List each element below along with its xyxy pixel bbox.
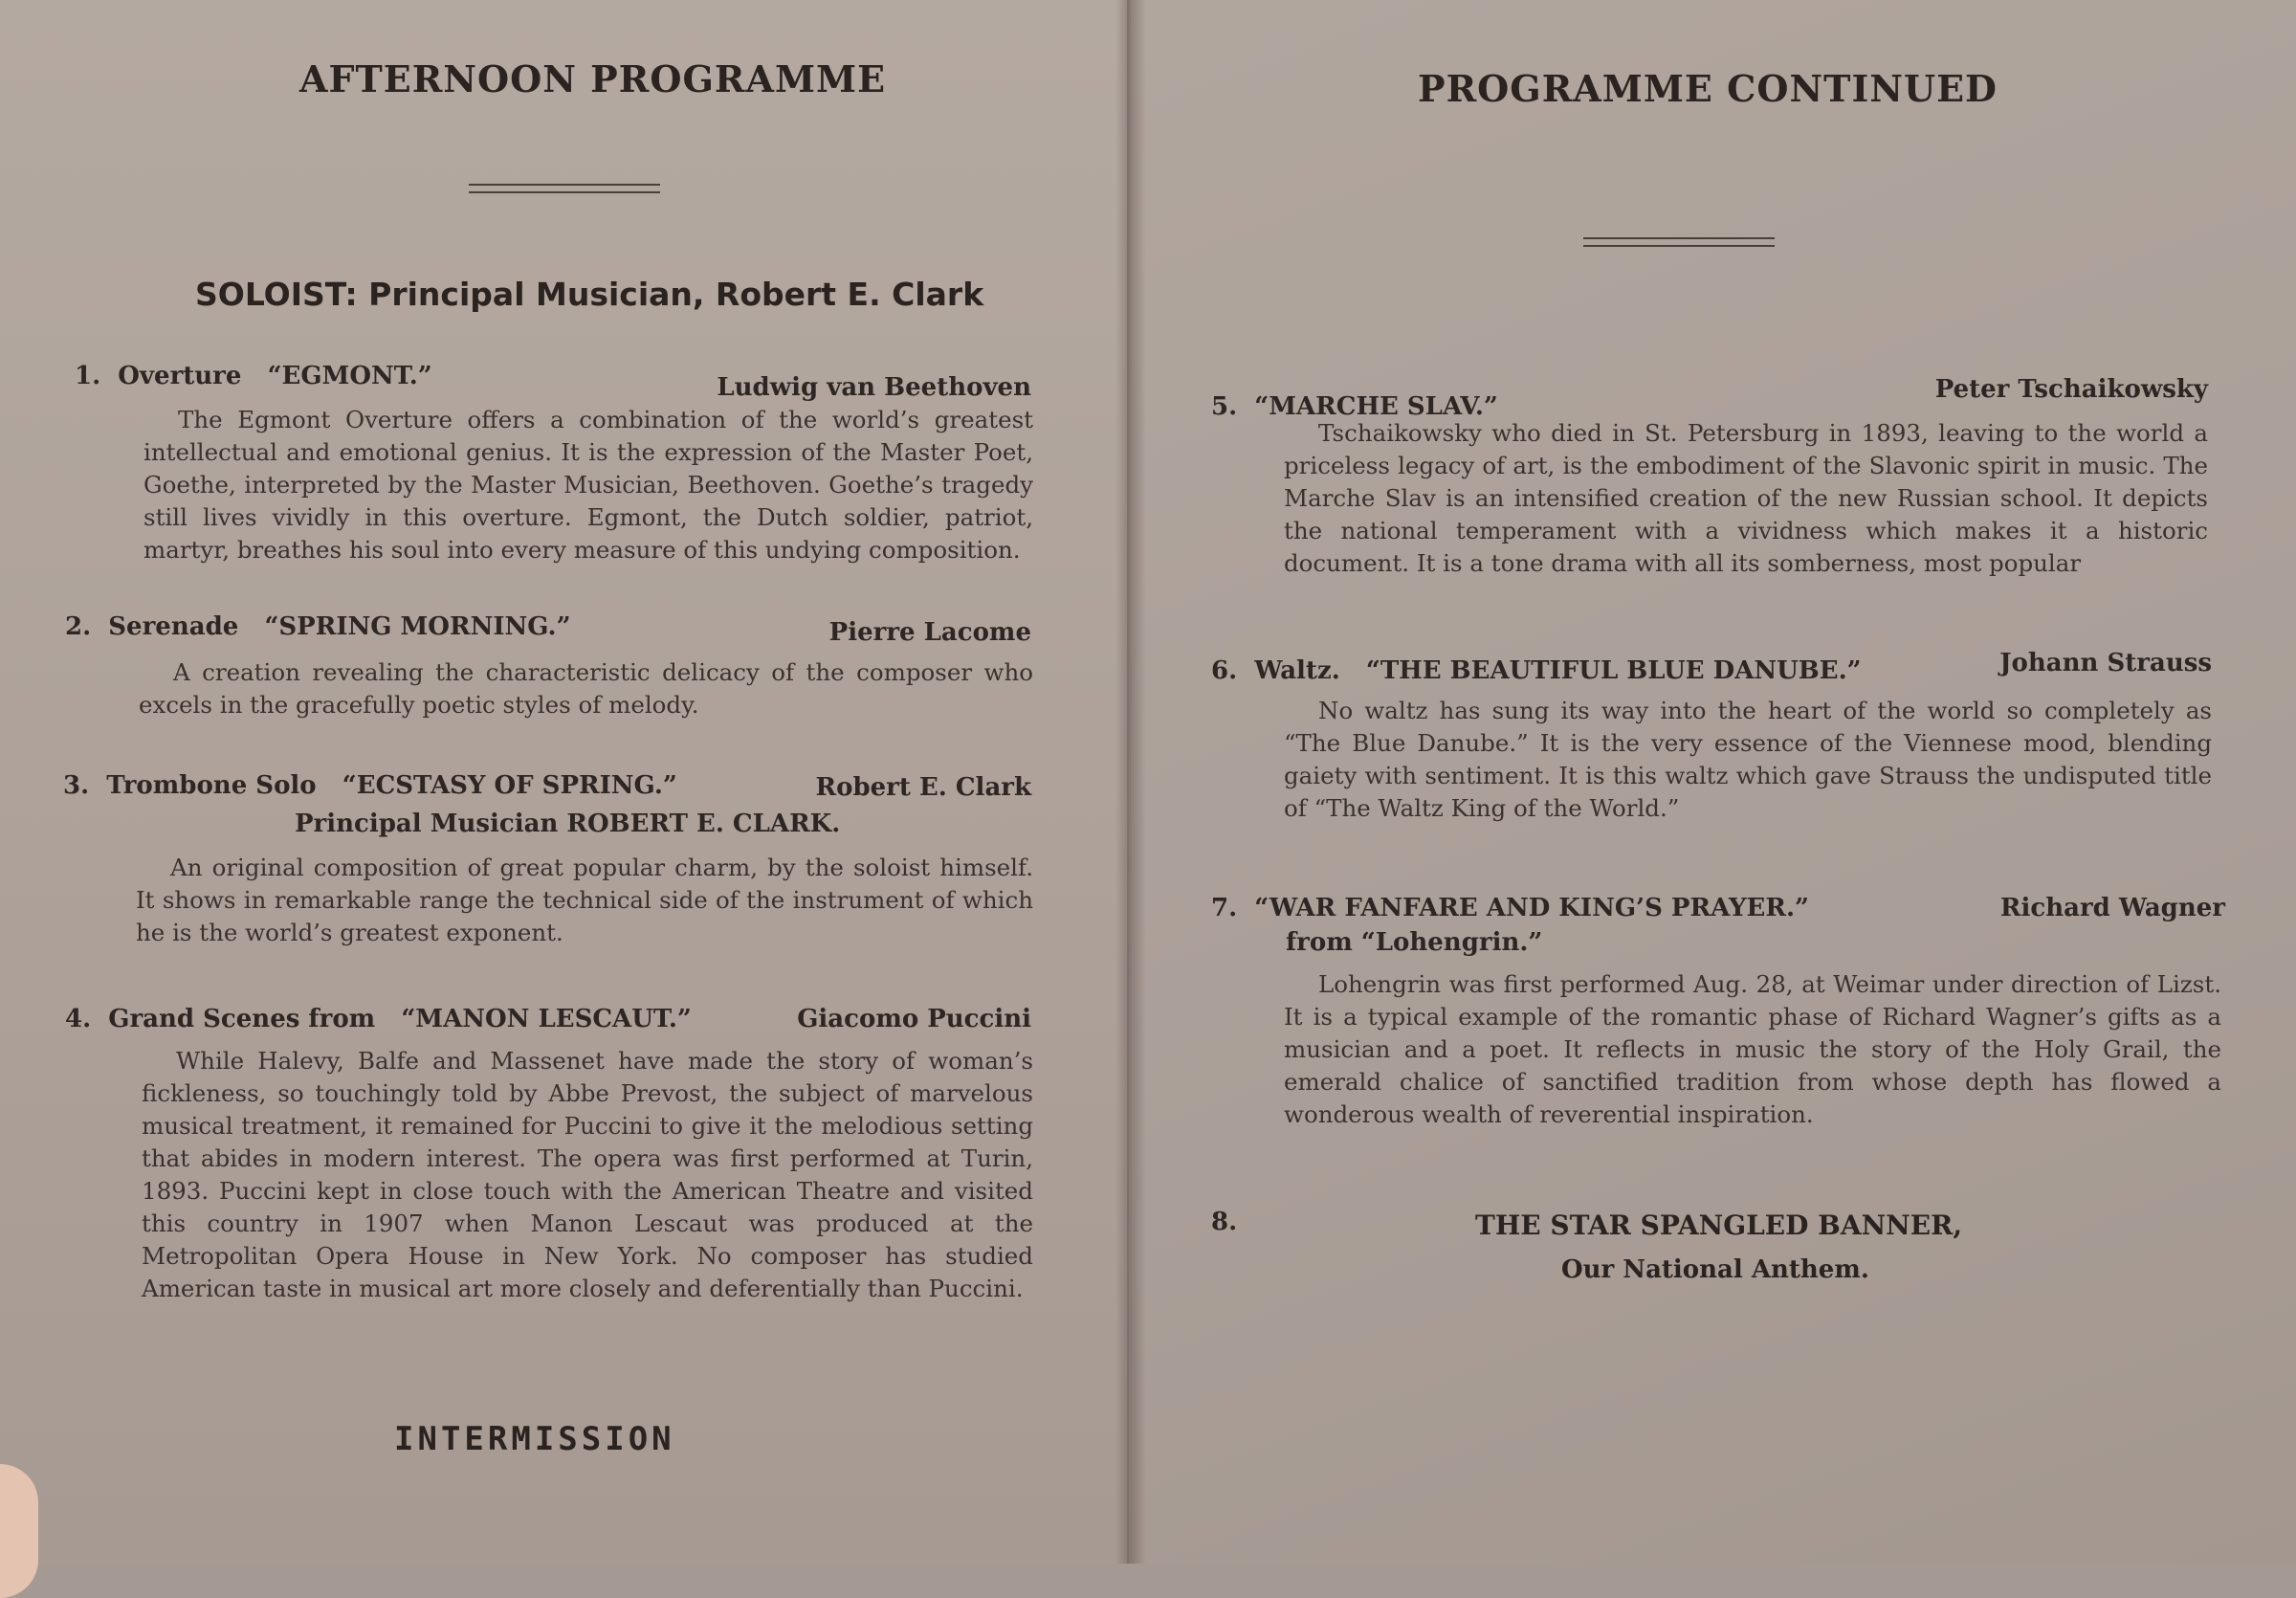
- item-title: “THE BEAUTIFUL BLUE DANUBE.”: [1365, 656, 1862, 685]
- item-composer: Johann Strauss: [1999, 649, 2212, 677]
- heading-rule: [1583, 237, 1775, 247]
- program-item-4-header: [65, 1005, 692, 1033]
- item-type: Overture: [118, 362, 242, 390]
- page-heading: AFTERNOON PROGRAMME: [299, 57, 887, 100]
- item-composer: Ludwig van Beethoven: [717, 373, 1031, 402]
- item-number: 4.: [65, 1005, 92, 1033]
- item-title: “MANON LESCAUT.”: [401, 1005, 692, 1033]
- item-type: Grand Scenes from: [108, 1005, 376, 1033]
- item-description: Tschaikowsky who died in St. Petersburg in 1893, leaving to the world a priceless legacy of art, is the embodiment of the Slavonic spirit in music. The Marche Slav is an intensified creation of the new Russian school. It depicts the national temperament with a vividness which makes it a historic document. It is a tone drama with all its somberness, most popular: [1284, 419, 2208, 577]
- item-composer: Peter Tschaikowsky: [1934, 375, 2208, 404]
- item-subline: Principal Musician ROBERT E. CLARK.: [295, 810, 841, 838]
- item-title: “EGMONT.”: [267, 362, 432, 390]
- item-number: 5.: [1211, 392, 1238, 421]
- item-title: “WAR FANFARE AND KING’S PRAYER.”: [1254, 894, 1809, 922]
- program-item-1-header: [75, 362, 432, 390]
- anthem-title: THE STAR SPANGLED BANNER,: [1475, 1210, 1963, 1241]
- item-subline: from “Lohengrin.”: [1286, 928, 1543, 957]
- program-item-8-number: 8.: [1211, 1208, 1238, 1236]
- item-number: 6.: [1211, 656, 1238, 685]
- item-type: Serenade: [108, 612, 239, 641]
- item-title: “SPRING MORNING.”: [264, 612, 571, 641]
- soloist-line: SOLOIST: Principal Musician, Robert E. Clark: [195, 276, 984, 313]
- heading-rule: [469, 184, 660, 193]
- thumb: [0, 1464, 38, 1598]
- item-title: “MARCHE SLAV.”: [1254, 392, 1498, 421]
- page-heading: PROGRAMME CONTINUED: [1418, 67, 1998, 110]
- item-description: A creation revealing the characteristic delicacy of the composer who excels in the gracefully poetic styles of melody.: [139, 658, 1033, 719]
- item-number: 2.: [65, 612, 92, 641]
- anthem-subtitle: Our National Anthem.: [1561, 1255, 1869, 1284]
- item-type: Waltz.: [1254, 656, 1340, 685]
- item-composer: Pierre Lacome: [828, 618, 1031, 647]
- item-type: Trombone Solo: [106, 771, 317, 800]
- program-item-6-header: [1211, 656, 1862, 685]
- program-item-7-header: [1211, 894, 1809, 922]
- item-composer: Robert E. Clark: [815, 773, 1031, 802]
- item-description: No waltz has sung its way into the heart of the world so completely as “The Blue Danube.” It is the very essence of the Viennese mood, blending gaiety with sentiment. It is this waltz which gave Strauss the undisputed title of “The Waltz King of the World.”: [1284, 697, 2212, 822]
- book-gutter: [1115, 0, 1146, 1564]
- item-number: 1.: [75, 362, 101, 390]
- item-description: While Halevy, Balfe and Massenet have made the story of woman’s fickleness, so touchingly told by Abbe Prevost, the subject of marvelous musical treatment, it remained for Puccini to give it the melodious setting that abides in modern interest. The opera was first performed at Turin, 1893. Puccini kept in close touch with the American Theatre and visited this country in 1907 when Manon Lescaut was produced at the Metropolitan Opera House in New York. No composer has studied American taste in musical art more closely and deferentially than Puccini.: [142, 1047, 1033, 1302]
- item-description: Lohengrin was first performed Aug. 28, at Weimar under direction of Lizst. It is a typical example of the romantic phase of Richard Wagner’s gifts as a musician and a poet. It reflects in music the story of the Holy Grail, the emerald chalice of sanctified tradition from whose depth has flowed a wonderous wealth of reverential inspiration.: [1284, 970, 2221, 1128]
- right-page: [1131, 0, 2296, 1564]
- item-description: An original composition of great popular charm, by the soloist himself. It shows in remarkable range the technical side of the instrument of which he is the world’s greatest exponent.: [136, 854, 1033, 946]
- item-title: “ECSTASY OF SPRING.”: [342, 771, 677, 800]
- intermission-label: INTERMISSION: [394, 1420, 675, 1458]
- left-page: [0, 0, 1129, 1564]
- item-composer: Giacomo Puccini: [797, 1005, 1031, 1033]
- item-description: The Egmont Overture offers a combination of the world’s greatest intellectual and emotional genius. It is the expression of the Master Poet, Goethe, interpreted by the Master Musician, Beethoven. Goethe’s tragedy still lives vividly in this overture. Egmont, the Dutch soldier, patriot, martyr, breathes his soul into every measure of this undying composition.: [144, 406, 1033, 564]
- program-item-3-header: [63, 771, 677, 800]
- item-composer: Richard Wagner: [1999, 894, 2225, 922]
- item-number: 3.: [63, 771, 90, 800]
- item-number: 7.: [1211, 894, 1238, 922]
- program-item-2-header: [65, 612, 571, 641]
